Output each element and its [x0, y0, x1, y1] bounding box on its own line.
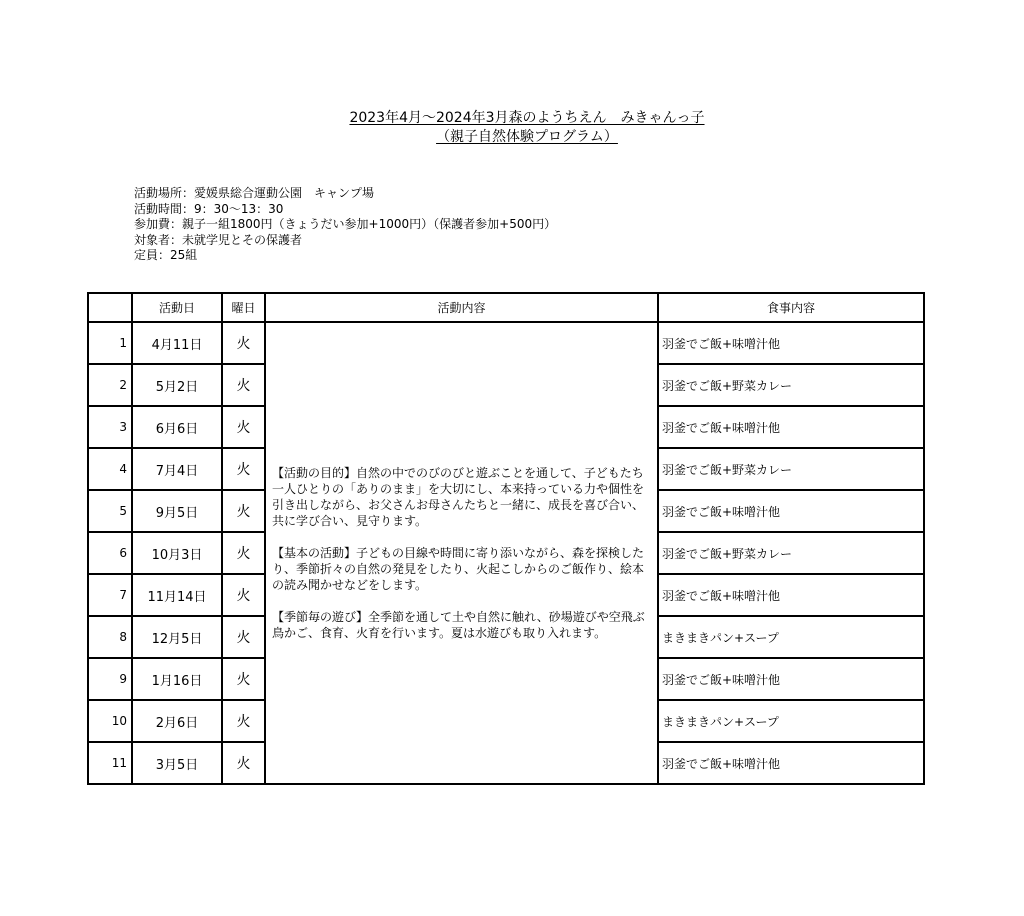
row-number: 8 [88, 616, 132, 658]
meal-content: 羽釜でご飯+野菜カレー [658, 448, 924, 490]
day-of-week: 火 [222, 700, 265, 742]
day-of-week: 火 [222, 364, 265, 406]
activity-date: 6月6日 [132, 406, 222, 448]
row-number: 9 [88, 658, 132, 700]
meal-content: 羽釜でご飯+野菜カレー [658, 532, 924, 574]
activity-purpose: 【活動の目的】自然の中でのびのびと遊ぶことを通して、子どもたち一人ひとりの「ありのまま」を大切にし、本来持っている力や個性を引き出しながら、お父さんお母さんたちと一緒に、成長を喜び合い、共に学び合い、見守ります。 [272, 466, 645, 528]
activity-date: 9月5日 [132, 490, 222, 532]
table-row [88, 322, 924, 364]
row-number: 4 [88, 448, 132, 490]
activity-date: 11月14日 [132, 574, 222, 616]
row-number: 7 [88, 574, 132, 616]
meal-content: 羽釜でご飯+味噌汁他 [658, 742, 924, 784]
activity-date: 3月5日 [132, 742, 222, 784]
activity-date: 10月3日 [132, 532, 222, 574]
meal-content: まきまきパン+スープ [658, 616, 924, 658]
day-of-week: 火 [222, 406, 265, 448]
meal-content: 羽釜でご飯+味噌汁他 [658, 406, 924, 448]
meal-content: まきまきパン+スープ [658, 700, 924, 742]
activity-date: 5月2日 [132, 364, 222, 406]
header-meal: 食事内容 [658, 293, 924, 322]
meal-content: 羽釜でご飯+味噌汁他 [658, 574, 924, 616]
meal-content: 羽釜でご飯+味噌汁他 [658, 658, 924, 700]
info-fee: 参加費：親子一組1800円（きょうだい参加+1000円）（保護者参加+500円） [134, 217, 557, 231]
meal-content: 羽釜でご飯+味噌汁他 [658, 490, 924, 532]
document-subtitle: （親子自然体験プログラム） [436, 129, 618, 145]
info-location: 活動場所：愛媛県総合運動公園 キャンプ場 [134, 186, 375, 200]
activity-seasonal: 【季節毎の遊び】全季節を通して土や自然に触れ、砂場遊びや空飛ぶ鳥かご、食育、火育を行います。夏は水遊びも取り入れます。 [272, 610, 645, 640]
row-number: 10 [88, 700, 132, 742]
activity-description [265, 322, 658, 784]
header-num [88, 293, 132, 322]
day-of-week: 火 [222, 448, 265, 490]
row-number: 2 [88, 364, 132, 406]
document-title: 2023年4月～2024年3月森のようちえん みきゃんっ子 [349, 110, 705, 126]
header-date: 活動日 [132, 293, 222, 322]
info-capacity: 定員：25組 [134, 248, 198, 262]
header-dow: 曜日 [222, 293, 265, 322]
activity-date: 4月11日 [132, 322, 222, 364]
row-number: 1 [88, 322, 132, 364]
row-number: 6 [88, 532, 132, 574]
day-of-week: 火 [222, 742, 265, 784]
meal-content: 羽釜でご飯+野菜カレー [658, 364, 924, 406]
day-of-week: 火 [222, 490, 265, 532]
schedule-table [87, 292, 925, 785]
info-time: 活動時間：9：30～13：30 [134, 201, 284, 216]
info-target: 対象者：未就学児とその保護者 [134, 232, 303, 247]
activity-date: 2月6日 [132, 700, 222, 742]
day-of-week: 火 [222, 658, 265, 700]
info-block [134, 186, 556, 264]
row-number: 11 [88, 742, 132, 784]
activity-basic: 【基本の活動】子どもの目線や時間に寄り添いながら、森を探検したり、季節折々の自然の発見をしたり、火起こしからのご飯作り、絵本の読み聞かせなどをします。 [272, 546, 645, 592]
activity-date: 7月4日 [132, 448, 222, 490]
meal-content: 羽釜でご飯+味噌汁他 [658, 322, 924, 364]
header-activity: 活動内容 [265, 293, 658, 322]
table-header-row [88, 293, 924, 322]
day-of-week: 火 [222, 532, 265, 574]
day-of-week: 火 [222, 574, 265, 616]
day-of-week: 火 [222, 616, 265, 658]
row-number: 5 [88, 490, 132, 532]
activity-date: 12月5日 [132, 616, 222, 658]
row-number: 3 [88, 406, 132, 448]
day-of-week: 火 [222, 322, 265, 364]
activity-date: 1月16日 [132, 658, 222, 700]
